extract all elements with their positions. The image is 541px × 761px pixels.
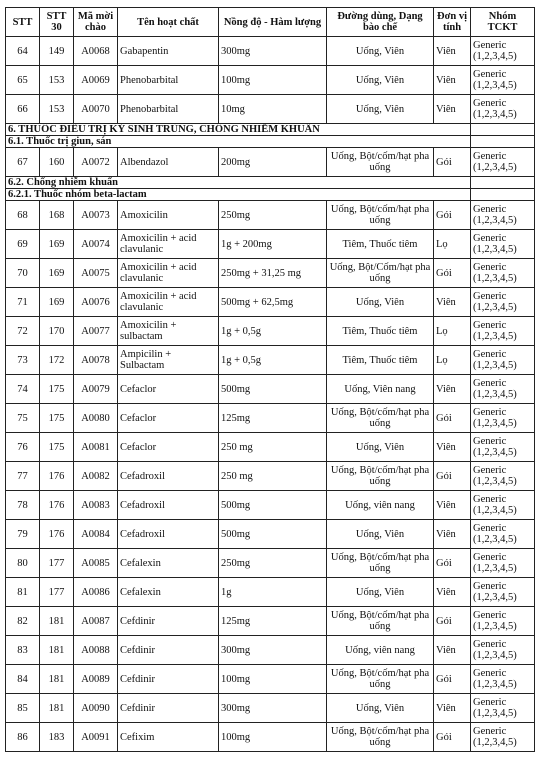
cell-stt: 76 — [6, 433, 40, 462]
cell-unit: Viên — [434, 375, 471, 404]
cell-dose: 125mg — [219, 404, 327, 433]
section-heading-row — [6, 124, 535, 136]
cell-stt30: 177 — [40, 549, 74, 578]
table-row — [6, 578, 535, 607]
table-row — [6, 95, 535, 124]
cell-name: Cefaclor — [118, 404, 219, 433]
cell-name: Cefdinir — [118, 694, 219, 723]
cell-group: Generic (1,2,3,4,5) — [471, 723, 535, 752]
drug-list-table — [5, 7, 535, 752]
cell-dose: 250mg — [219, 201, 327, 230]
cell-code: A0075 — [74, 259, 118, 288]
section-heading-empty-cell — [471, 136, 535, 148]
table-row — [6, 37, 535, 66]
cell-stt30: 177 — [40, 578, 74, 607]
cell-code: A0077 — [74, 317, 118, 346]
cell-stt30: 176 — [40, 520, 74, 549]
cell-stt30: 172 — [40, 346, 74, 375]
table-row — [6, 723, 535, 752]
cell-code: A0068 — [74, 37, 118, 66]
cell-stt: 66 — [6, 95, 40, 124]
cell-stt30: 175 — [40, 375, 74, 404]
cell-stt30: 176 — [40, 491, 74, 520]
cell-stt: 81 — [6, 578, 40, 607]
cell-code: A0082 — [74, 462, 118, 491]
cell-name: Cefdinir — [118, 665, 219, 694]
cell-route: Uống, Bột/cốm/hạt pha uống — [327, 549, 434, 578]
cell-stt30: 169 — [40, 288, 74, 317]
cell-group: Generic (1,2,3,4,5) — [471, 549, 535, 578]
cell-stt30: 181 — [40, 694, 74, 723]
cell-group: Generic (1,2,3,4,5) — [471, 433, 535, 462]
cell-stt: 82 — [6, 607, 40, 636]
cell-stt: 75 — [6, 404, 40, 433]
table-row — [6, 636, 535, 665]
cell-unit: Gói — [434, 259, 471, 288]
cell-route: Tiêm, Thuốc tiêm — [327, 317, 434, 346]
cell-name: Phenobarbital — [118, 95, 219, 124]
cell-stt: 72 — [6, 317, 40, 346]
cell-stt: 68 — [6, 201, 40, 230]
cell-dose: 100mg — [219, 665, 327, 694]
cell-code: A0079 — [74, 375, 118, 404]
table-row — [6, 665, 535, 694]
cell-stt: 67 — [6, 148, 40, 177]
table-row — [6, 66, 535, 95]
cell-stt30: 170 — [40, 317, 74, 346]
header-group: Nhóm TCKT — [471, 8, 535, 37]
cell-stt: 85 — [6, 694, 40, 723]
cell-route: Uống, Bột/Cốm/hạt pha uống — [327, 259, 434, 288]
cell-route: Uống, Viên — [327, 433, 434, 462]
table-row — [6, 230, 535, 259]
cell-stt30: 168 — [40, 201, 74, 230]
cell-stt: 86 — [6, 723, 40, 752]
cell-route: Uống, Bột/cốm/hạt pha uống — [327, 404, 434, 433]
cell-name: Cefalexin — [118, 578, 219, 607]
cell-dose: 300mg — [219, 694, 327, 723]
cell-dose: 10mg — [219, 95, 327, 124]
cell-route: Tiêm, Thuốc tiêm — [327, 346, 434, 375]
cell-group: Generic (1,2,3,4,5) — [471, 462, 535, 491]
cell-unit: Gói — [434, 404, 471, 433]
cell-group: Generic (1,2,3,4,5) — [471, 404, 535, 433]
cell-route: Uống, Bột/cốm/hạt pha uống — [327, 607, 434, 636]
cell-name: Amoxicilin + acid clavulanic — [118, 230, 219, 259]
cell-unit: Gói — [434, 665, 471, 694]
table-row — [6, 520, 535, 549]
table-row — [6, 549, 535, 578]
section-heading: 6.1. Thuốc trị giun, sán — [6, 136, 471, 148]
cell-group: Generic (1,2,3,4,5) — [471, 375, 535, 404]
cell-stt: 77 — [6, 462, 40, 491]
cell-group: Generic (1,2,3,4,5) — [471, 636, 535, 665]
section-heading-row — [6, 189, 535, 201]
cell-stt30: 183 — [40, 723, 74, 752]
cell-group: Generic (1,2,3,4,5) — [471, 491, 535, 520]
cell-stt30: 181 — [40, 607, 74, 636]
cell-unit: Gói — [434, 549, 471, 578]
table-row — [6, 694, 535, 723]
cell-dose: 500mg + 62,5mg — [219, 288, 327, 317]
cell-route: Uống, Viên — [327, 37, 434, 66]
cell-name: Amoxicilin + acid clavulanic — [118, 259, 219, 288]
cell-group: Generic (1,2,3,4,5) — [471, 66, 535, 95]
cell-code: A0069 — [74, 66, 118, 95]
cell-dose: 1g + 0,5g — [219, 317, 327, 346]
table-row — [6, 375, 535, 404]
cell-stt30: 181 — [40, 665, 74, 694]
cell-name: Amoxicilin — [118, 201, 219, 230]
cell-unit: Gói — [434, 148, 471, 177]
cell-group: Generic (1,2,3,4,5) — [471, 317, 535, 346]
cell-name: Amoxicilin + sulbactam — [118, 317, 219, 346]
cell-route: Uống, Bột/cốm/hạt pha uống — [327, 201, 434, 230]
header-route: Đường dùng, Dạng bào chế — [327, 8, 434, 37]
cell-group: Generic (1,2,3,4,5) — [471, 148, 535, 177]
cell-code: A0076 — [74, 288, 118, 317]
cell-dose: 250mg + 31,25 mg — [219, 259, 327, 288]
cell-code: A0090 — [74, 694, 118, 723]
cell-route: Uống, Bột/cốm/hạt pha uống — [327, 665, 434, 694]
cell-name: Cefalexin — [118, 549, 219, 578]
cell-group: Generic (1,2,3,4,5) — [471, 37, 535, 66]
cell-name: Amoxicilin + acid clavulanic — [118, 288, 219, 317]
cell-dose: 100mg — [219, 66, 327, 95]
cell-stt: 65 — [6, 66, 40, 95]
cell-code: A0088 — [74, 636, 118, 665]
cell-code: A0084 — [74, 520, 118, 549]
cell-group: Generic (1,2,3,4,5) — [471, 694, 535, 723]
cell-stt: 80 — [6, 549, 40, 578]
cell-dose: 250mg — [219, 549, 327, 578]
cell-unit: Viên — [434, 578, 471, 607]
cell-group: Generic (1,2,3,4,5) — [471, 665, 535, 694]
cell-code: A0087 — [74, 607, 118, 636]
section-heading-row — [6, 177, 535, 189]
cell-unit: Viên — [434, 288, 471, 317]
cell-code: A0073 — [74, 201, 118, 230]
cell-route: Uống, Viên — [327, 694, 434, 723]
cell-name: Cefixim — [118, 723, 219, 752]
cell-name: Cefdinir — [118, 636, 219, 665]
table-row — [6, 201, 535, 230]
cell-route: Uống, Viên — [327, 520, 434, 549]
cell-dose: 250 mg — [219, 462, 327, 491]
cell-stt: 70 — [6, 259, 40, 288]
cell-name: Albendazol — [118, 148, 219, 177]
cell-unit: Gói — [434, 201, 471, 230]
cell-route: Uống, viên nang — [327, 636, 434, 665]
cell-dose: 1g + 0,5g — [219, 346, 327, 375]
cell-dose: 500mg — [219, 491, 327, 520]
cell-name: Cefadroxil — [118, 520, 219, 549]
cell-name: Cefdinir — [118, 607, 219, 636]
section-heading-empty-cell — [471, 124, 535, 136]
header-name: Tên hoạt chất — [118, 8, 219, 37]
cell-route: Uống, viên nang — [327, 491, 434, 520]
cell-name: Phenobarbital — [118, 66, 219, 95]
cell-group: Generic (1,2,3,4,5) — [471, 346, 535, 375]
table-row — [6, 433, 535, 462]
section-heading-empty-cell — [471, 189, 535, 201]
cell-unit: Gói — [434, 462, 471, 491]
cell-dose: 300mg — [219, 636, 327, 665]
cell-group: Generic (1,2,3,4,5) — [471, 520, 535, 549]
cell-unit: Viên — [434, 520, 471, 549]
header-stt30: STT 30 — [40, 8, 74, 37]
cell-dose: 500mg — [219, 375, 327, 404]
cell-route: Uống, Viên nang — [327, 375, 434, 404]
cell-dose: 1g + 200mg — [219, 230, 327, 259]
cell-dose: 1g — [219, 578, 327, 607]
cell-group: Generic (1,2,3,4,5) — [471, 95, 535, 124]
cell-stt30: 149 — [40, 37, 74, 66]
cell-unit: Gói — [434, 607, 471, 636]
header-code: Mã mời chào — [74, 8, 118, 37]
section-heading-row — [6, 136, 535, 148]
cell-route: Uống, Viên — [327, 288, 434, 317]
cell-code: A0085 — [74, 549, 118, 578]
table-row — [6, 259, 535, 288]
cell-stt30: 153 — [40, 95, 74, 124]
cell-code: A0078 — [74, 346, 118, 375]
table-body — [6, 37, 535, 752]
cell-dose: 500mg — [219, 520, 327, 549]
cell-unit: Viên — [434, 37, 471, 66]
header-dose: Nồng độ - Hàm lượng — [219, 8, 327, 37]
cell-dose: 100mg — [219, 723, 327, 752]
cell-stt: 69 — [6, 230, 40, 259]
cell-unit: Viên — [434, 66, 471, 95]
cell-code: A0081 — [74, 433, 118, 462]
cell-unit: Lọ — [434, 317, 471, 346]
cell-stt: 73 — [6, 346, 40, 375]
table-header-row — [6, 8, 535, 37]
cell-stt30: 175 — [40, 433, 74, 462]
cell-code: A0086 — [74, 578, 118, 607]
cell-unit: Viên — [434, 694, 471, 723]
cell-unit: Viên — [434, 95, 471, 124]
cell-name: Cefadroxil — [118, 462, 219, 491]
table-row — [6, 462, 535, 491]
table-row — [6, 317, 535, 346]
header-unit: Đơn vị tính — [434, 8, 471, 37]
header-stt: STT — [6, 8, 40, 37]
cell-code: A0091 — [74, 723, 118, 752]
cell-name: Gabapentin — [118, 37, 219, 66]
table-row — [6, 288, 535, 317]
table-row — [6, 404, 535, 433]
cell-route: Uống, Bột/cốm/hạt pha uống — [327, 723, 434, 752]
cell-route: Uống, Viên — [327, 66, 434, 95]
section-heading: 6.2.1. Thuốc nhóm beta-lactam — [6, 189, 471, 201]
cell-code: A0089 — [74, 665, 118, 694]
cell-stt30: 153 — [40, 66, 74, 95]
cell-code: A0070 — [74, 95, 118, 124]
cell-name: Cefaclor — [118, 433, 219, 462]
section-heading: 6.2. Chống nhiễm khuẩn — [6, 177, 471, 189]
cell-route: Uống, Viên — [327, 578, 434, 607]
cell-stt30: 169 — [40, 259, 74, 288]
cell-name: Ampicilin + Sulbactam — [118, 346, 219, 375]
cell-stt30: 175 — [40, 404, 74, 433]
cell-group: Generic (1,2,3,4,5) — [471, 230, 535, 259]
cell-stt: 83 — [6, 636, 40, 665]
section-heading: 6. THUỐC ĐIỀU TRỊ KÝ SINH TRÙNG, CHỐNG NHIỄM KHUẨN — [6, 124, 471, 136]
cell-stt: 64 — [6, 37, 40, 66]
table-row — [6, 491, 535, 520]
cell-code: A0074 — [74, 230, 118, 259]
cell-dose: 300mg — [219, 37, 327, 66]
cell-stt: 79 — [6, 520, 40, 549]
cell-stt: 74 — [6, 375, 40, 404]
cell-unit: Gói — [434, 723, 471, 752]
table-row — [6, 148, 535, 177]
cell-stt: 71 — [6, 288, 40, 317]
cell-route: Uống, Bột/cốm/hạt pha uống — [327, 462, 434, 491]
cell-stt30: 169 — [40, 230, 74, 259]
cell-group: Generic (1,2,3,4,5) — [471, 259, 535, 288]
cell-unit: Viên — [434, 636, 471, 665]
cell-dose: 125mg — [219, 607, 327, 636]
cell-dose: 250 mg — [219, 433, 327, 462]
cell-unit: Lọ — [434, 346, 471, 375]
cell-group: Generic (1,2,3,4,5) — [471, 607, 535, 636]
section-heading-empty-cell — [471, 177, 535, 189]
cell-name: Cefaclor — [118, 375, 219, 404]
table-row — [6, 346, 535, 375]
cell-stt30: 160 — [40, 148, 74, 177]
cell-group: Generic (1,2,3,4,5) — [471, 201, 535, 230]
cell-stt: 84 — [6, 665, 40, 694]
cell-code: A0080 — [74, 404, 118, 433]
cell-name: Cefadroxil — [118, 491, 219, 520]
cell-stt30: 176 — [40, 462, 74, 491]
cell-code: A0083 — [74, 491, 118, 520]
table-row — [6, 607, 535, 636]
cell-code: A0072 — [74, 148, 118, 177]
cell-route: Tiêm, Thuốc tiêm — [327, 230, 434, 259]
cell-unit: Lọ — [434, 230, 471, 259]
cell-route: Uống, Viên — [327, 95, 434, 124]
cell-group: Generic (1,2,3,4,5) — [471, 578, 535, 607]
cell-stt: 78 — [6, 491, 40, 520]
cell-stt30: 181 — [40, 636, 74, 665]
cell-route: Uống, Bột/cốm/hạt pha uống — [327, 148, 434, 177]
cell-group: Generic (1,2,3,4,5) — [471, 288, 535, 317]
cell-unit: Viên — [434, 491, 471, 520]
cell-unit: Viên — [434, 433, 471, 462]
cell-dose: 200mg — [219, 148, 327, 177]
